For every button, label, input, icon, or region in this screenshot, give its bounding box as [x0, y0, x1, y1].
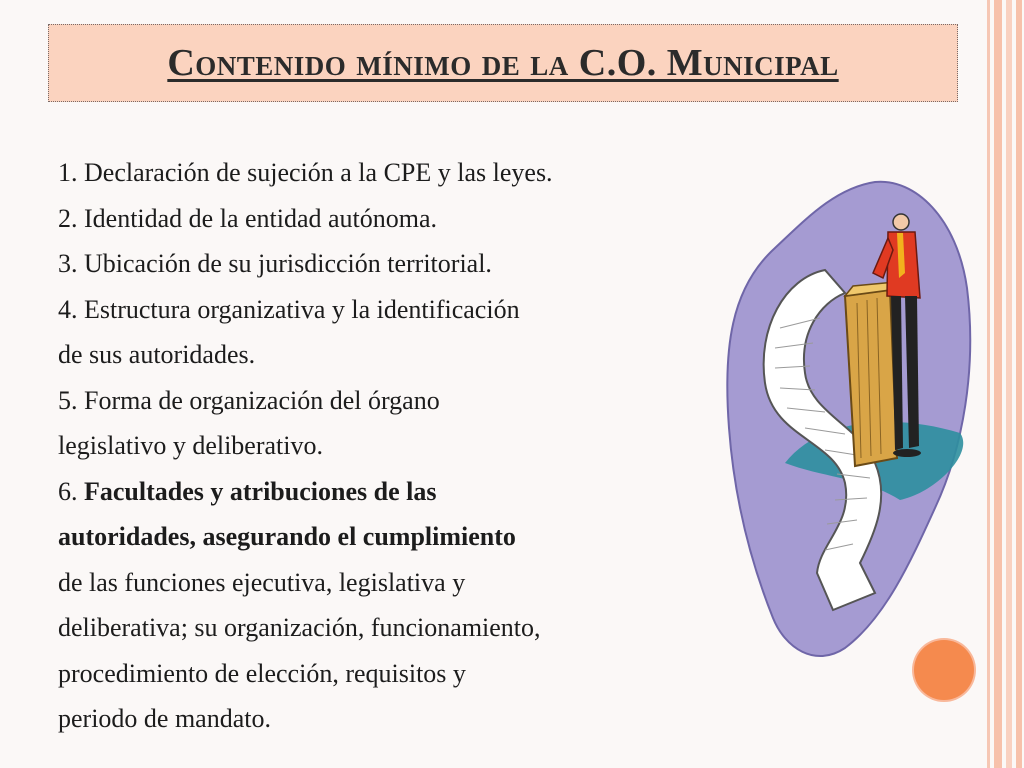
accent-circle [914, 640, 974, 700]
list-line-4: 4. Estructura organizativa y la identificación [58, 294, 520, 324]
speaker-podium-scroll-icon [725, 178, 975, 658]
item6-prefix: 6. [58, 476, 84, 506]
list-line-6: 5. Forma de organización del órgano [58, 385, 440, 415]
list-line-3: 3. Ubicación de su jurisdicción territorial. [58, 249, 492, 278]
list-line-5: de sus autoridades. [58, 340, 256, 369]
list-line-1: 1. Declaración de sujeción a la CPE y las leyes. [58, 158, 553, 187]
content-list [58, 150, 748, 742]
list-line-10: de las funciones ejecutiva, legislativa y [58, 567, 466, 597]
list-line-11: deliberativa; su organización, funcionamiento, [58, 613, 541, 642]
list-line-2: 2. Identidad de la entidad autónoma. [58, 203, 438, 233]
list-line-13: periodo de mandato. [58, 704, 271, 733]
list-line-8 [58, 469, 748, 515]
title-box [48, 24, 958, 102]
slide-title: Contenido mínimo de la C.O. Municipal [167, 42, 839, 84]
decorative-side-stripes [984, 0, 1024, 768]
item6-bold-1: Facultades y atribuciones de las [84, 476, 437, 506]
list-line-9 [58, 514, 748, 560]
list-line-12: procedimiento de elección, requisitos y [58, 658, 466, 688]
item6-bold-2: autoridades, asegurando el cumplimiento [58, 522, 516, 551]
list-line-7: legislativo y deliberativo. [58, 431, 323, 460]
